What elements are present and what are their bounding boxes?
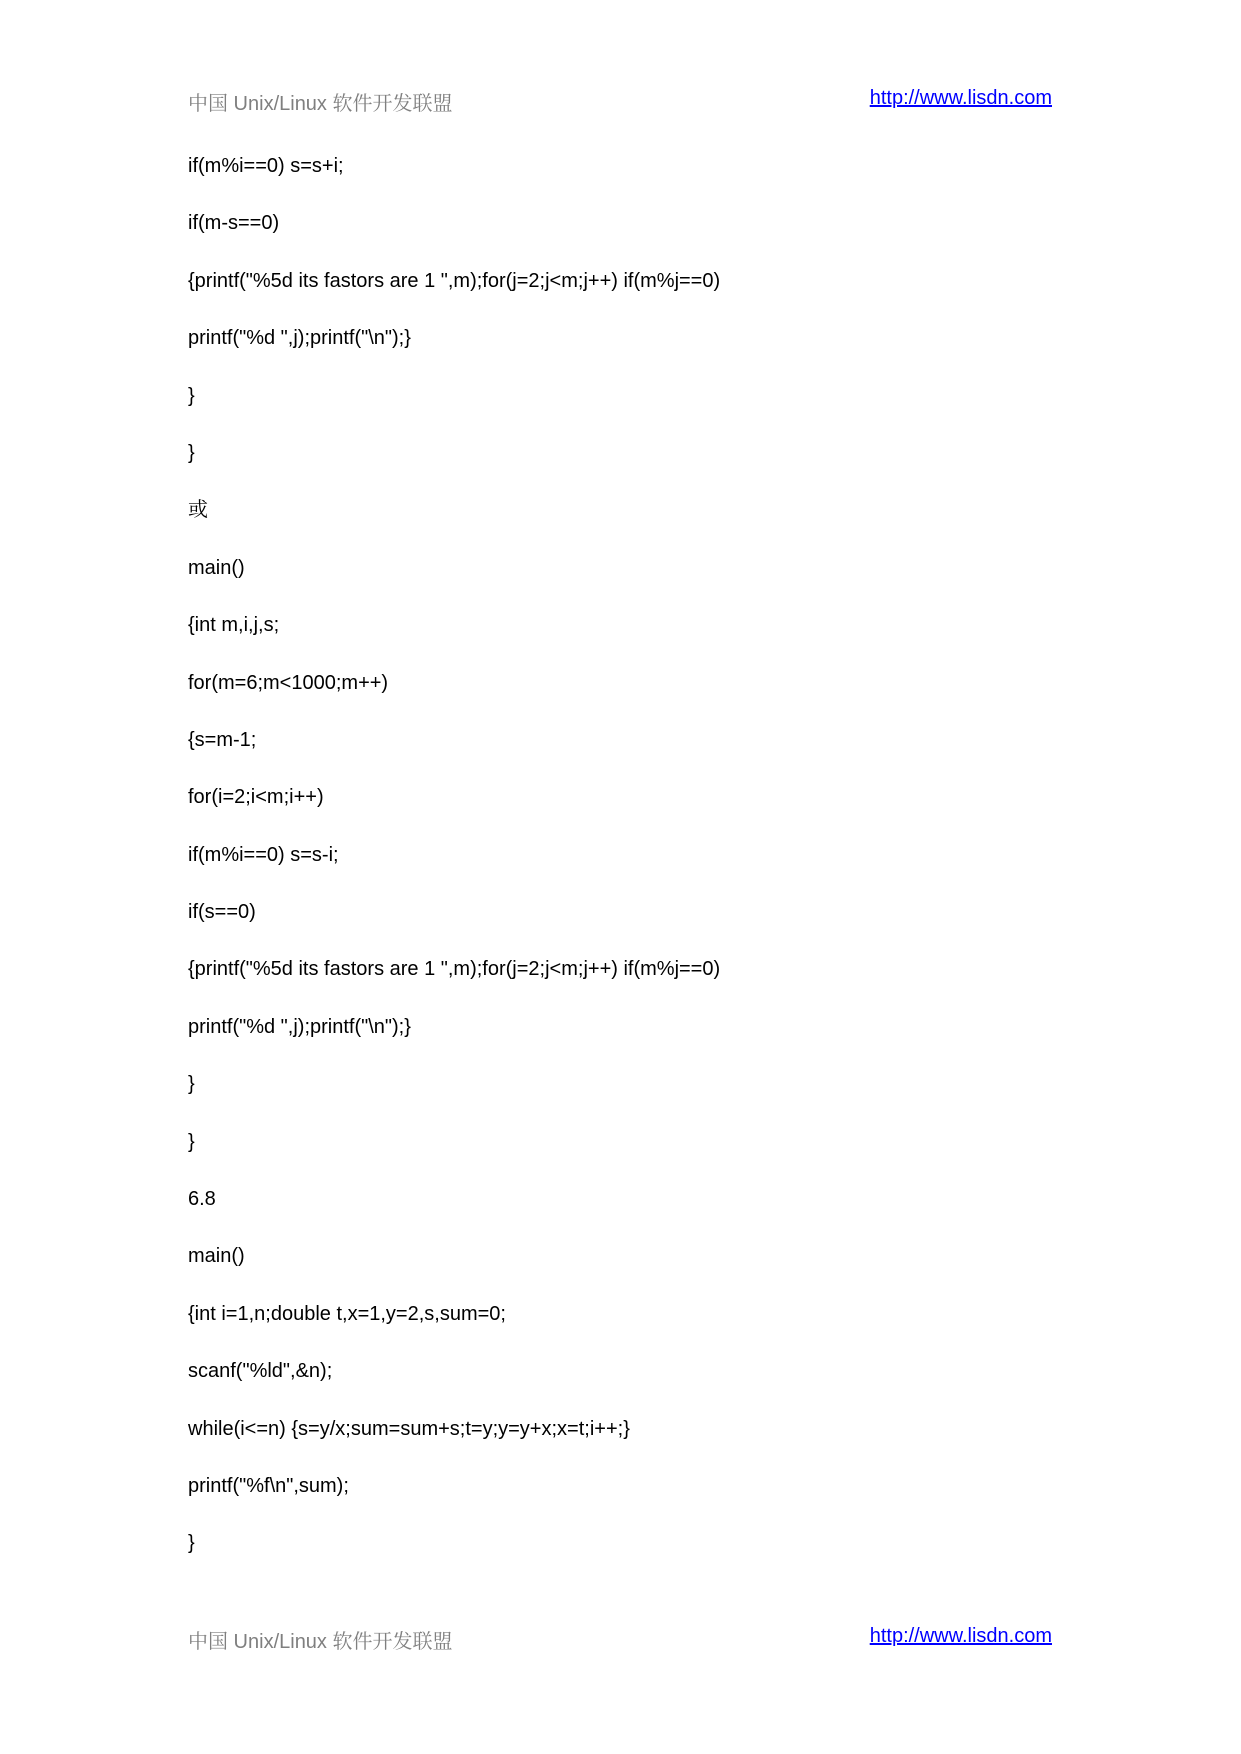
code-line: if(m%i==0) s=s+i; <box>188 155 344 177</box>
document-body <box>188 152 1052 1587</box>
code-line: for(m=6;m<1000;m++) <box>188 671 389 694</box>
code-line: printf("%d ",j);printf("\n");} <box>188 327 411 350</box>
code-line: {printf("%5d its fastors are 1 ",m);for(j=2;j<m;j++) if(m%j==0) <box>188 958 721 981</box>
code-line: printf("%d ",j);printf("\n");} <box>188 1015 411 1038</box>
code-line: while(i<=n) {s=y/x;sum=sum+s;t=y;y=y+x;x=t;i++;} <box>188 1417 630 1440</box>
code-line: scanf("%ld",&n); <box>188 1360 333 1383</box>
code-line: {s=m-1; <box>188 728 257 751</box>
code-line: } <box>188 384 195 407</box>
header-site-name: 中国 Unix/Linux 软件开发联盟 <box>188 93 453 115</box>
footer-site-link[interactable]: http://www.lisdn.com <box>869 1625 1052 1647</box>
footer-site-name: 中国 Unix/Linux 软件开发联盟 <box>188 1631 453 1653</box>
code-line: } <box>188 1073 195 1096</box>
code-line: main() <box>188 556 245 579</box>
page-header <box>188 87 1052 117</box>
code-line: } <box>188 1532 195 1555</box>
code-line: for(i=2;i<m;i++) <box>188 786 324 809</box>
code-line: printf("%f\n",sum); <box>188 1474 349 1497</box>
code-line: if(m%i==0) s=s-i; <box>188 843 339 866</box>
code-line: if(m-s==0) <box>188 212 280 235</box>
code-line: } <box>188 1130 195 1153</box>
code-line: if(s==0) <box>188 901 256 924</box>
code-line: {int i=1,n;double t,x=1,y=2,s,sum=0; <box>188 1302 506 1325</box>
header-site-link[interactable]: http://www.lisdn.com <box>869 87 1052 109</box>
section-number: 6.8 <box>188 1188 216 1211</box>
code-line: {printf("%5d its fastors are 1 ",m);for(j=2;j<m;j++) if(m%j==0) <box>188 269 721 292</box>
text-line: 或 <box>188 499 208 522</box>
code-line: main() <box>188 1245 245 1268</box>
page-footer <box>188 1625 1052 1655</box>
code-line: } <box>188 441 195 464</box>
code-line: {int m,i,j,s; <box>188 614 280 637</box>
